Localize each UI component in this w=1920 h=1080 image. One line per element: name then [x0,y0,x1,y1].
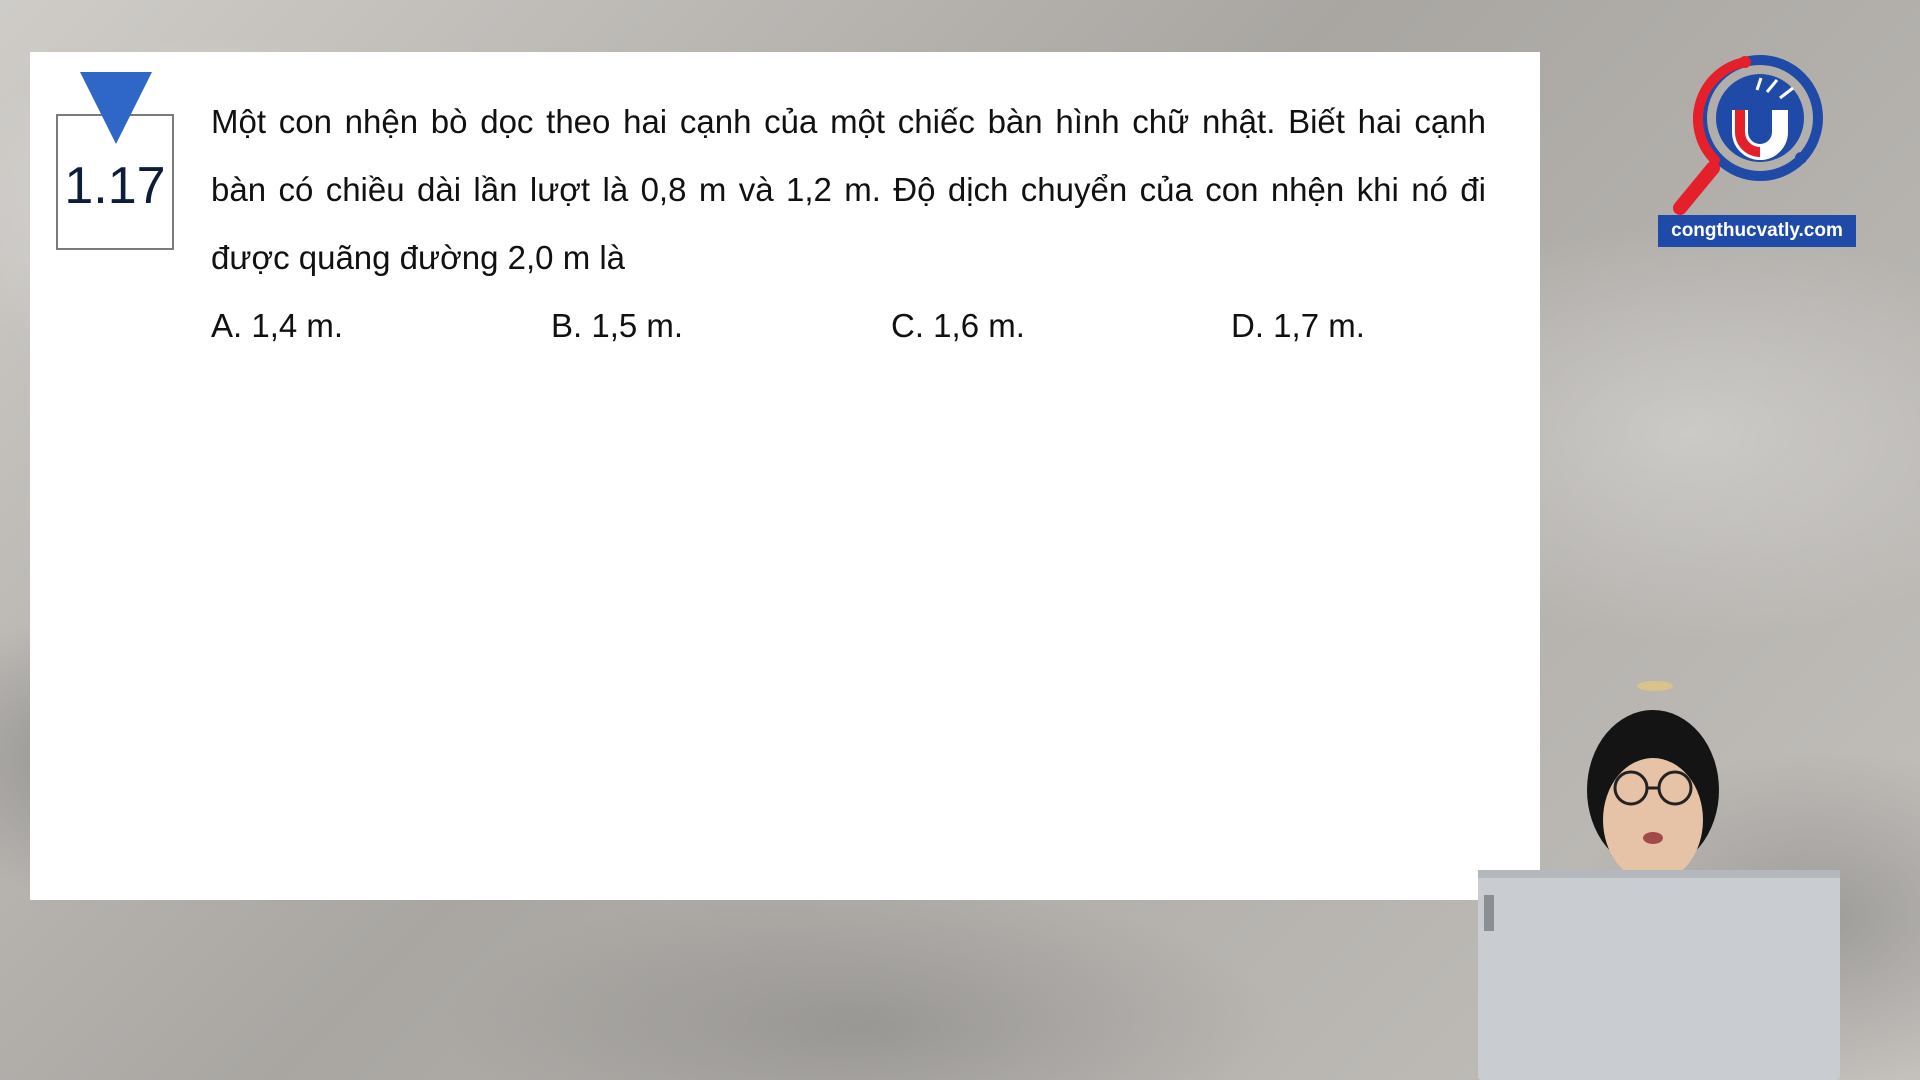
answer-option-c[interactable]: C. 1,6 m. [891,307,1025,344]
question-number: 1.17 [64,157,166,215]
question-text: Một con nhện bò dọc theo hai cạnh của một chiếc bàn hình chữ nhật. Biết hai cạnh bàn có chiều dài lần lượt là 0,8 m và 1,2 m. Độ dịch chuyển của con nhện khi nó đi được quãng đường 2,0 m là [211,103,1486,276]
presenter-webcam [1440,670,1880,1080]
answer-options [211,292,1486,360]
answer-option-d[interactable]: D. 1,7 m. [1231,307,1365,344]
answer-option-b[interactable]: B. 1,5 m. [551,307,684,344]
answer-option-a[interactable]: A. 1,4 m. [211,307,344,344]
question-board [30,52,1540,900]
triangle-marker-icon [80,72,152,144]
site-badge: congthucvatly.com [1658,215,1856,247]
